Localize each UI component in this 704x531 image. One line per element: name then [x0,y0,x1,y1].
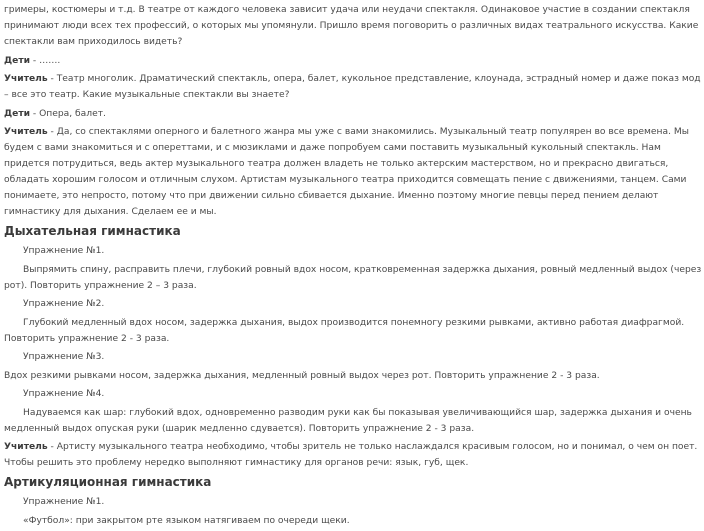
exercise-title: Упражнение №1. [23,497,105,507]
exercise-text: «Футбол»: при закрытом рте языком натягиваем по очереди щеки. [23,515,350,526]
exercise-title: Упражнение №1. [23,246,105,256]
exercise-text: Вдох резкими рывками носом, задержка дыхания, медленный ровный выдох через рот. Повторить упражнение 2 - 3 раза. [4,370,600,381]
exercise-title: Упражнение №4. [23,389,105,399]
speaker-label: Дети [4,55,30,66]
speaker-label: Дети [4,108,30,119]
exercise-title: Упражнение №3. [23,352,105,362]
dialog-line-teacher-3 [4,439,702,471]
dialog-line-children-1 [4,53,702,69]
speaker-label: Учитель [4,74,48,84]
dialog-text: - Да, со спектаклями оперного и балетного жанра мы уже с вами знакомились. Музыкальный театр популярен во все времена. Мы будем с вами знакомиться и с опереттами, и с мюзиклами и даже попробуем сами поставить музыкальный кукольный спектакль. Нам придется потрудиться, ведь актер музыкального театра должен владеть не только актерским мастерством, но и прекрасно двигаться, обладать хорошим голосом и отличным слухом. Артистам музыкального театра приходится совмещать пение с движениями, танцем. Сами понимаете, это непросто, потому что при движении сильно сбивается дыхание. Именно поэтому многие певцы перед пением делают гимнастику для дыхания. Сделаем ее и мы. [4,127,689,217]
speaker-label: Учитель [4,127,48,137]
article-content [4,2,702,531]
section-heading-breathing: Дыхательная гимнастика [4,224,181,238]
dialog-line-teacher-1 [4,71,702,103]
dialog-line-teacher-2 [4,124,702,220]
dialog-text: - Артисту музыкального театра необходимо, чтобы зритель не только наслаждался красивым голосом, но и понимал, о чем он поет. Чтобы решить это проблему нередко выполняют гимнастику для органов речи: язык, губ, щек. [4,442,698,468]
exercise-text: Надуваемся как шар: глубокий вдох, одновременно разводим руки как бы показывая увеличивающийся шар, задержка дыхания и очень медленный выдох опуская руки (шарик медленно сдувается). Повторить упражнение 2 - 3 раза. [4,407,692,434]
paragraph-intro: гримеры, костюмеры и т.д. В театре от каждого человека зависит удача или неудачи спектакля. Одинаковое участие в создании спектакля принимают люди всех тех профессий, о которых мы упомянули. Пришло время поговорить о различных видах театрального искусства. Какие спектакли вам приходилось видеть? [4,5,699,47]
dialog-text: - ……. [30,55,61,66]
section-heading-articulation: Артикуляционная гимнастика [4,475,212,489]
exercise-text: Глубокий медленный вдох носом, задержка дыхания, выдох производится понемногу резкими рывками, активно работая диафрагмой. Повторить упражнение 2 - 3 раза. [4,317,685,344]
dialog-text: - Опера, балет. [30,108,106,119]
exercise-title: Упражнение №2. [23,299,105,309]
exercise-text: Выпрямить спину, расправить плечи, глубокий ровный вдох носом, кратковременная задержка дыхания, ровный медленный выдох (через рот). Повторить упражнение 2 – 3 раза. [4,264,702,291]
dialog-line-children-2 [4,106,702,122]
speaker-label: Учитель [4,442,48,452]
dialog-text: - Театр многолик. Драматический спектакль, опера, балет, кукольное представление, клоунада, эстрадный номер и даже показ мод – все это театр. Какие музыкальные спектакли вы знаете? [4,74,701,100]
